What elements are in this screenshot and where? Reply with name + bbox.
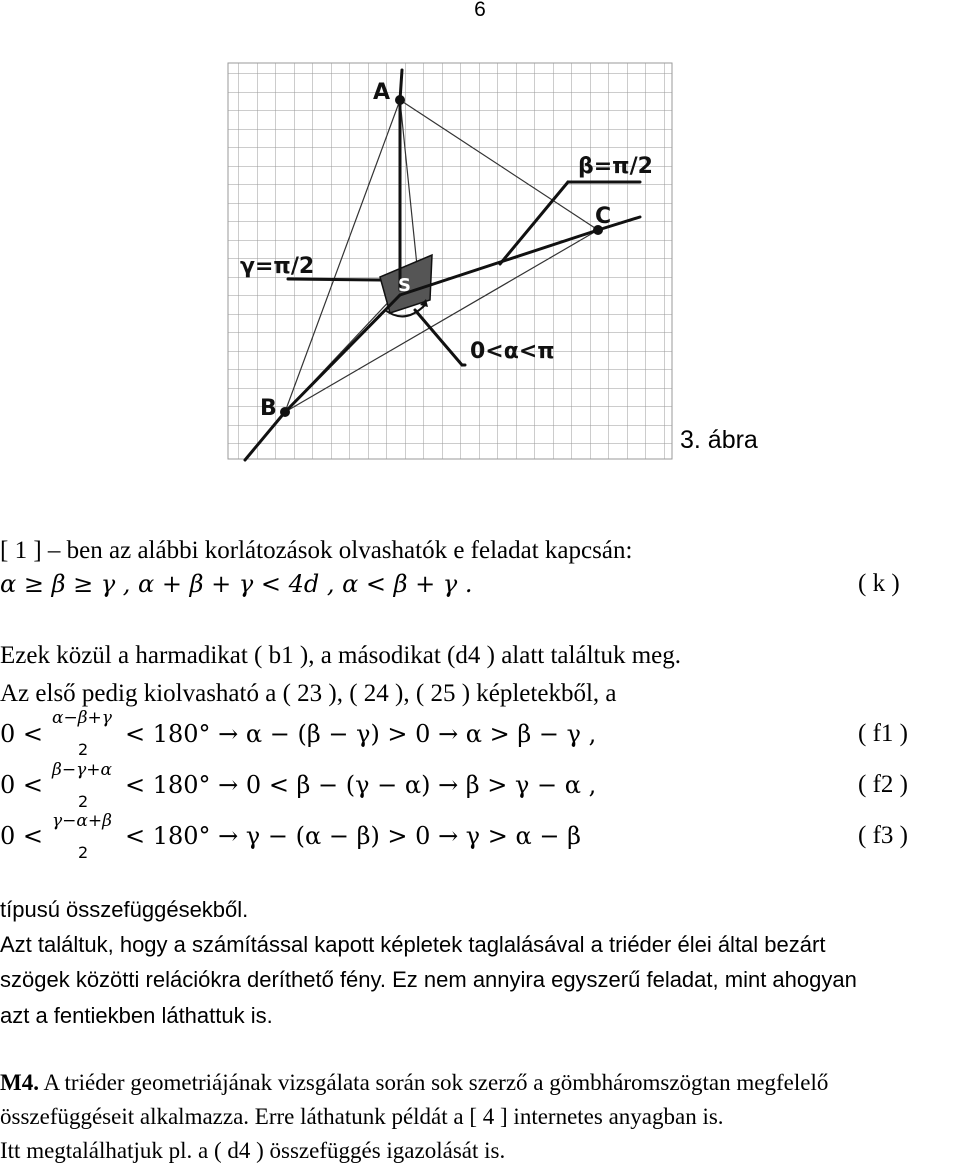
paragraph-1-line-3: azt a fentiekben láthattuk is. bbox=[0, 1003, 273, 1028]
formula-f2-left: 0 < bbox=[0, 771, 44, 799]
formula-f3-denominator: 2 bbox=[78, 843, 89, 862]
label-b: B bbox=[260, 396, 277, 421]
formula-f2-label: ( f2 ) bbox=[858, 771, 908, 798]
formula-f2-numerator: β−γ+α bbox=[52, 760, 112, 780]
label-c: C bbox=[595, 204, 612, 229]
paragraph-2-line-1-text: A triéder geometriájának vizsgálata során sok szerző a gömbháromszögtan megfelelő bbox=[38, 1070, 829, 1095]
formula-f3-label: ( f3 ) bbox=[858, 822, 908, 849]
formula-f3-left: 0 < bbox=[0, 822, 44, 850]
vertex-b-point bbox=[280, 407, 290, 417]
label-beta: β=π/2 bbox=[578, 154, 653, 179]
paragraph-2-line-3: Itt megtalálhatjuk pl. a ( d4 ) összefüggés igazolását is. bbox=[0, 1138, 506, 1163]
m4-label: M4. bbox=[0, 1070, 39, 1095]
formula-f1-rest: < 180° → α − (β − γ) > 0 → α > β − γ , bbox=[125, 720, 597, 748]
vertex-a-point bbox=[395, 95, 405, 105]
paragraph-2-line-1 bbox=[0, 1070, 828, 1096]
figure-caption: 3. ábra bbox=[680, 426, 758, 454]
formula-f1-denominator: 2 bbox=[78, 740, 89, 759]
label-gamma: γ=π/2 bbox=[240, 254, 315, 279]
formula-f3-numerator: γ−α+β bbox=[52, 811, 112, 831]
label-s: S bbox=[398, 275, 411, 296]
constraint-formula: α ≥ β ≥ γ , α + β + γ < 4d , α < β + γ . bbox=[0, 570, 473, 598]
formula-f3-rest: < 180° → γ − (α − β) > 0 → γ > α − β bbox=[125, 822, 581, 850]
paragraph-1-line-1: Azt találtuk, hogy a számítással kapott képletek taglalásával a triéder élei által bezárt bbox=[0, 932, 826, 957]
first-text: Az első pedig kiolvasható a ( 23 ), ( 24 ), ( 25 ) képletekből, a bbox=[0, 680, 617, 707]
paragraph-1-line-2: szögek közötti relációkra deríthető fény. Ez nem annyira egyszerű feladat, mint ahogyan bbox=[0, 967, 857, 992]
page-number: 6 bbox=[474, 0, 486, 21]
type-text: típusú összefüggésekből. bbox=[0, 897, 249, 922]
found-text: Ezek közül a harmadikat ( b1 ), a másodikat (d4 ) alatt találtuk meg. bbox=[0, 642, 682, 669]
formula-f2-denominator: 2 bbox=[78, 792, 89, 811]
formula-f1-label: ( f1 ) bbox=[858, 720, 908, 747]
intro-text: [ 1 ] – ben az alábbi korlátozások olvashatók e feladat kapcsán: bbox=[0, 537, 633, 564]
formula-f1-left: 0 < bbox=[0, 720, 44, 748]
label-alpha-range: 0<α<π bbox=[470, 339, 555, 364]
trihedral-drawing bbox=[220, 55, 680, 465]
paragraph-2-line-2: összefüggéseit alkalmazza. Erre láthatunk példát a [ 4 ] internetes anyagban is. bbox=[0, 1104, 724, 1129]
constraint-label: ( k ) bbox=[858, 570, 900, 597]
label-a: A bbox=[373, 80, 391, 105]
figure-trihedral-sketch bbox=[220, 55, 680, 465]
formula-f1-numerator: α−β+γ bbox=[52, 708, 112, 728]
formula-f2-rest: < 180° → 0 < β − (γ − α) → β > γ − α , bbox=[125, 771, 597, 799]
